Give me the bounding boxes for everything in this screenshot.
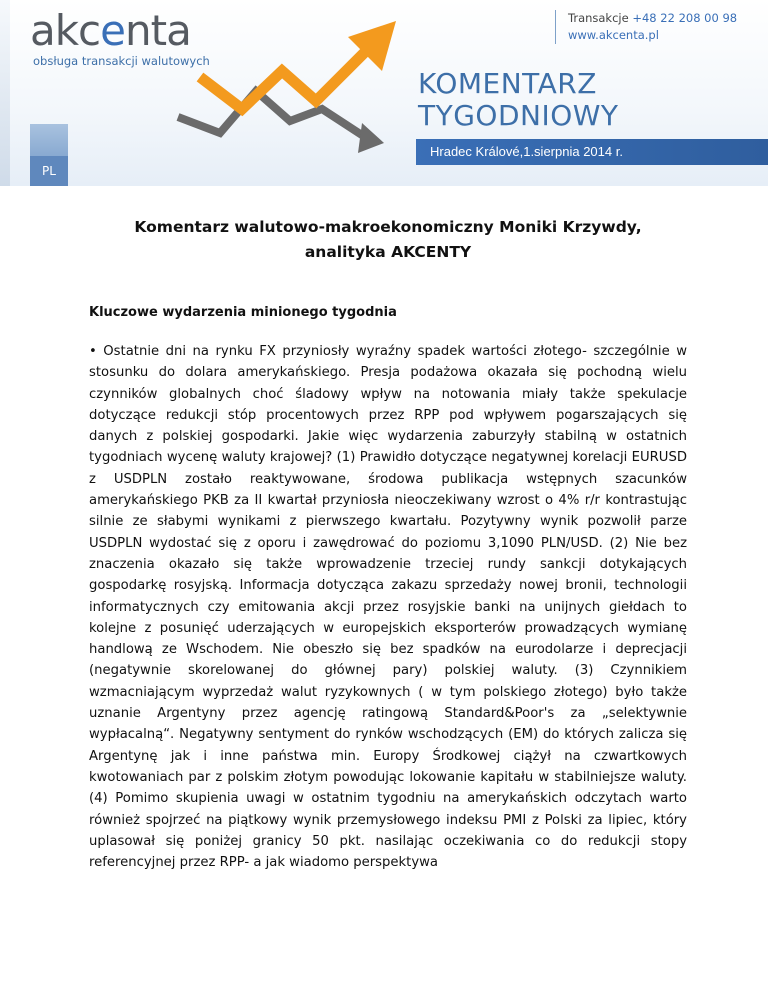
contact-phone-line [568,10,737,27]
document-body [89,215,687,873]
logo-text-accent: e [100,6,125,55]
title-line-1: KOMENTARZ [418,67,597,100]
contact-website-link[interactable]: www.akcenta.pl [568,28,659,42]
logo-tagline: obsługa transakcji walutowych [33,54,210,68]
heading-line-2: analityka AKCENTY [304,243,472,261]
zigzag-arrowhead [358,123,384,153]
contact-phone[interactable]: +48 22 208 00 98 [632,11,738,25]
left-decor-rail [0,0,10,186]
document-heading [89,215,687,265]
zigzag-line [178,91,368,139]
heading-line-1: Komentarz walutowo-makroekonomiczny Moniki Krzywdy, [134,218,642,236]
language-tab[interactable]: PL [30,156,68,186]
page-title [418,68,619,132]
logo-text-pre: akc [30,6,101,55]
orange-trend-line [200,51,366,109]
section-subheading: Kluczowe wydarzenia minionego tygodnia [89,305,397,320]
trend-arrow-graphic [170,15,410,165]
contact-block [555,10,737,44]
body-paragraph: • Ostatnie dni na rynku FX przyniosły wyraźny spadek wartości złotego- szczególnie w stosunku do dolara amerykańskiego. Presja podażowa okazała się pochodną wielu czynników globalnych choć śladowy wpływ na notowania miały także spekulacje dotyczące redukcji stóp procentowych przez RPP pod wpływem pogarszających się danych z polskiej gospodarki. Jakie więc wydarzenia zaburzyły stabilną w ostatnich tygodniach wycenę waluty krajowej? (1) Prawidło dotyczące negatywnej korelacji EURUSD z USDPLN zostało reaktywowane, środowa publikacja wstępnych szacunków amerykańskiego PKB za II kwartał przyniosła nieoczekiwany wzrost o 4% r/r kontrastując silnie ze słabymi wynikami z pierwszego kwartału. Pozytywny wynik pozwolił parze USDPLN wydostać się z oporu i zawędrować do poziomu 3,1090 PLN/USD. (2) Nie bez znaczenia okazało się także wprowadzenie trzeciej rundy sankcji dotykających gospodarkę rosyjską. Informacja dotycząca zakazu sprzedaży nowej bronii, technologii informatycznych czy emitowania akcji przez rosyjskie banki na unijnych giełdach to kolejne z posunięć uderzających w europejskich eksporterów prowadzących wymianę handlową ze Wschodem. Nie obeszło się bez spadków na eurodolarze i deprecjacji (negatywnie skorelowanej do głównej pary) polskiej waluty. (3) Czynnikiem wzmacniającym wyprzedaż walut ryzykownych ( w tym polskiego złotego) było także uznanie Argentyny przez agencję ratingową Standard&Poor's za „selektywnie wypłacalną“. Negatywny sentyment do rynków wschodzących (EM) do których zalicza się Argentynę jak i inne państwa min. Europy Środkowej ciążył na czwartkowych kwotowaniach par z polskim złotym powodując lokowanie kapitału w stabilniejsze waluty. (4) Pomimo skupienia uwagi w ostatnim tygodniu na amerykańskich odczytach warto również spojrzeć na piątkowy wynik przemysłowego indeksu PMI z Polski za lipiec, który uplasował się poniżej granicy 50 pkt. nasilając oczekiwania co do redukcji stopy referencyjnej przez RPP- a jak wiadomo perspektywa [89,344,687,871]
date-banner: Hradec Králové,1.sierpnia 2014 r. [416,139,768,165]
akcenta-logo[interactable] [30,6,191,55]
contact-label: Transakcje [568,11,629,25]
logo-text-post: nta [125,6,191,55]
title-line-2: TYGODNIOWY [418,99,619,132]
